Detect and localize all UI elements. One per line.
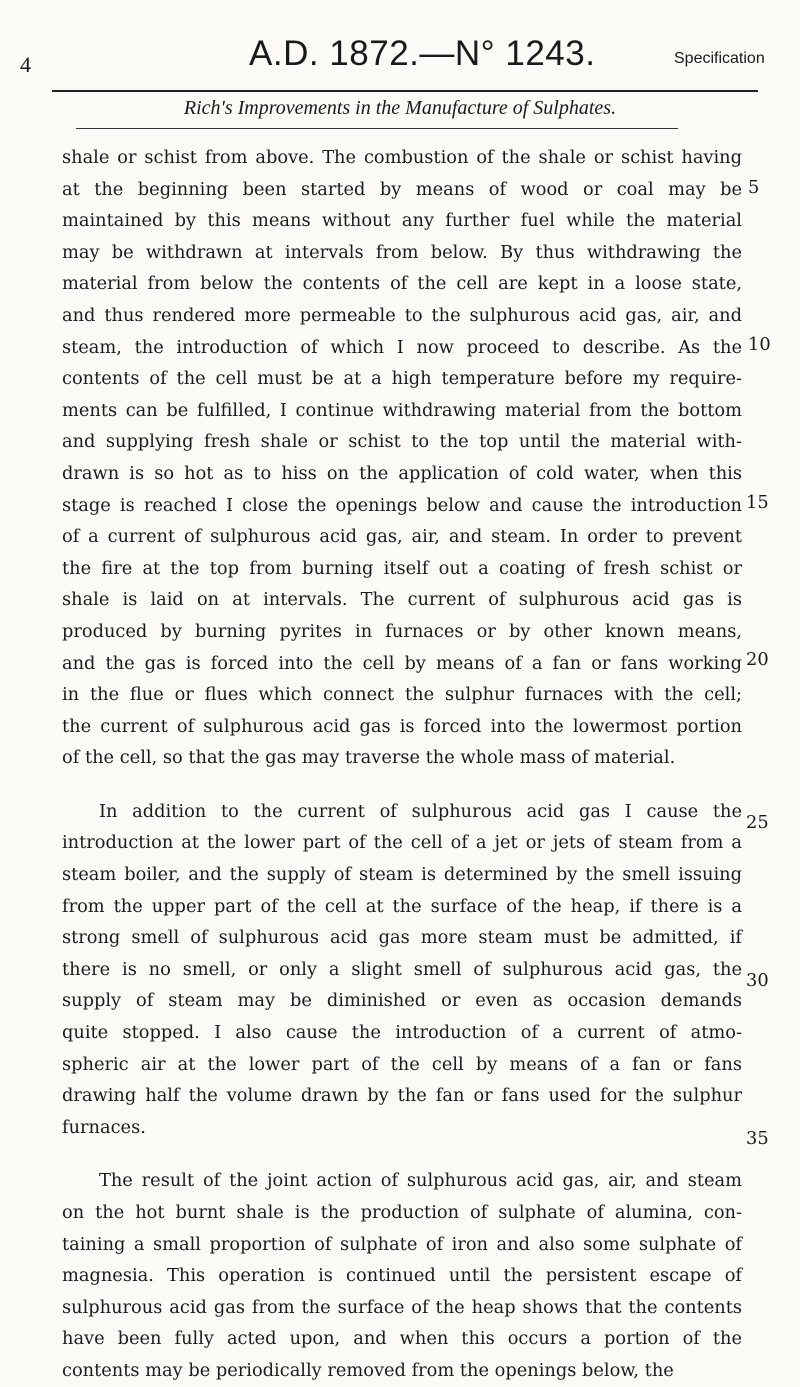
running-subtitle: Rich's Improvements in the Manufacture of Sulphates. xyxy=(183,97,617,119)
text-line: there is no smell, or only a slight smell of sulphurous acid gas, the xyxy=(62,958,742,980)
text-line: In addition to the current of sulphurous acid gas I cause the xyxy=(99,800,742,822)
text-line: of a current of sulphurous acid gas, air, and steam. In order to prevent xyxy=(62,526,742,548)
text-line: taining a small proportion of sulphate of iron and also some sulphate of xyxy=(62,1233,742,1255)
margin-line-number: 5 xyxy=(748,177,760,198)
text-line: from the upper part of the cell at the surface of the heap, if there is a xyxy=(62,895,742,917)
paragraph xyxy=(62,1165,742,1386)
text-line: contents may be periodically removed from the openings below, the xyxy=(62,1359,674,1381)
text-line: drawn is so hot as to hiss on the application of cold water, when this xyxy=(62,462,742,484)
text-line: contents of the cell must be at a high temperature before my require- xyxy=(62,368,742,390)
section-label: Specification xyxy=(674,50,765,67)
text-line: steam boiler, and the supply of steam is determined by the smell issuing xyxy=(62,864,742,886)
text-line: maintained by this means without any further fuel while the material xyxy=(62,210,742,232)
text-line: at the beginning been started by means of wood or coal may be xyxy=(62,178,742,200)
document-title: A.D. 1872.—N° 1243. xyxy=(249,34,596,73)
text-line: strong smell of sulphurous acid gas more steam must be admitted, if xyxy=(62,927,742,949)
margin-line-number: 25 xyxy=(746,812,769,833)
text-line: stage is reached I close the openings below and cause the introduction xyxy=(62,494,742,516)
text-line: introduction at the lower part of the cell of a jet or jets of steam from a xyxy=(62,832,742,854)
margin-line-number: 30 xyxy=(746,970,769,991)
text-line: sulphurous acid gas from the surface of the heap shows that the contents xyxy=(62,1296,742,1318)
text-line: shale is laid on at intervals. The current of sulphurous acid gas is xyxy=(62,589,742,611)
paragraph xyxy=(62,142,742,774)
header-rule xyxy=(52,90,758,92)
text-line: furnaces. xyxy=(62,1116,146,1138)
text-line: and supplying fresh shale or schist to the top until the material with- xyxy=(62,431,742,453)
margin-line-number: 35 xyxy=(746,1128,769,1149)
text-line: have been fully acted upon, and when this occurs a portion of the xyxy=(62,1328,742,1350)
text-line: drawing half the volume drawn by the fan or fans used for the sulphur xyxy=(62,1085,742,1107)
margin-line-number: 15 xyxy=(746,492,769,513)
text-line: of the cell, so that the gas may traverse the whole mass of material. xyxy=(62,747,676,769)
text-line: in the flue or flues which connect the sulphur furnaces with the cell; xyxy=(62,684,742,706)
text-line: shale or schist from above. The combustion of the shale or schist having xyxy=(62,147,742,168)
margin-line-number: 20 xyxy=(746,649,769,670)
text-line: the current of sulphurous acid gas is forced into the lowermost portion xyxy=(62,715,742,737)
text-line: produced by burning pyrites in furnaces or by other known means, xyxy=(62,620,742,642)
paragraph xyxy=(62,796,742,1144)
margin-line-number: 10 xyxy=(748,334,771,355)
text-line: material from below the contents of the cell are kept in a loose state, xyxy=(62,273,742,295)
text-line: magnesia. This operation is continued until the persistent escape of xyxy=(62,1265,742,1287)
text-line: may be withdrawn at intervals from below. By thus withdrawing the xyxy=(62,241,742,263)
text-line: supply of steam may be diminished or even as occasion demands xyxy=(62,990,742,1012)
page-header xyxy=(0,34,800,84)
page-number: 4 xyxy=(20,52,31,77)
body-text xyxy=(62,142,742,1387)
subtitle-rule xyxy=(76,128,678,129)
text-line: the fire at the top from burning itself out a coating of fresh schist or xyxy=(62,557,742,579)
text-line: and thus rendered more permeable to the sulphurous acid gas, air, and xyxy=(62,304,742,326)
text-line: quite stopped. I also cause the introduction of a current of atmo- xyxy=(62,1022,742,1044)
text-line: ments can be fulfilled, I continue withdrawing material from the bottom xyxy=(62,399,742,421)
text-line: spheric air at the lower part of the cell by means of a fan or fans xyxy=(62,1053,742,1075)
text-line: The result of the joint action of sulphurous acid gas, air, and steam xyxy=(99,1170,742,1192)
text-line: steam, the introduction of which I now proceed to describe. As the xyxy=(62,336,742,358)
text-line: on the hot burnt shale is the production of sulphate of alumina, con- xyxy=(62,1202,742,1223)
text-line: and the gas is forced into the cell by means of a fan or fans working xyxy=(62,652,742,674)
